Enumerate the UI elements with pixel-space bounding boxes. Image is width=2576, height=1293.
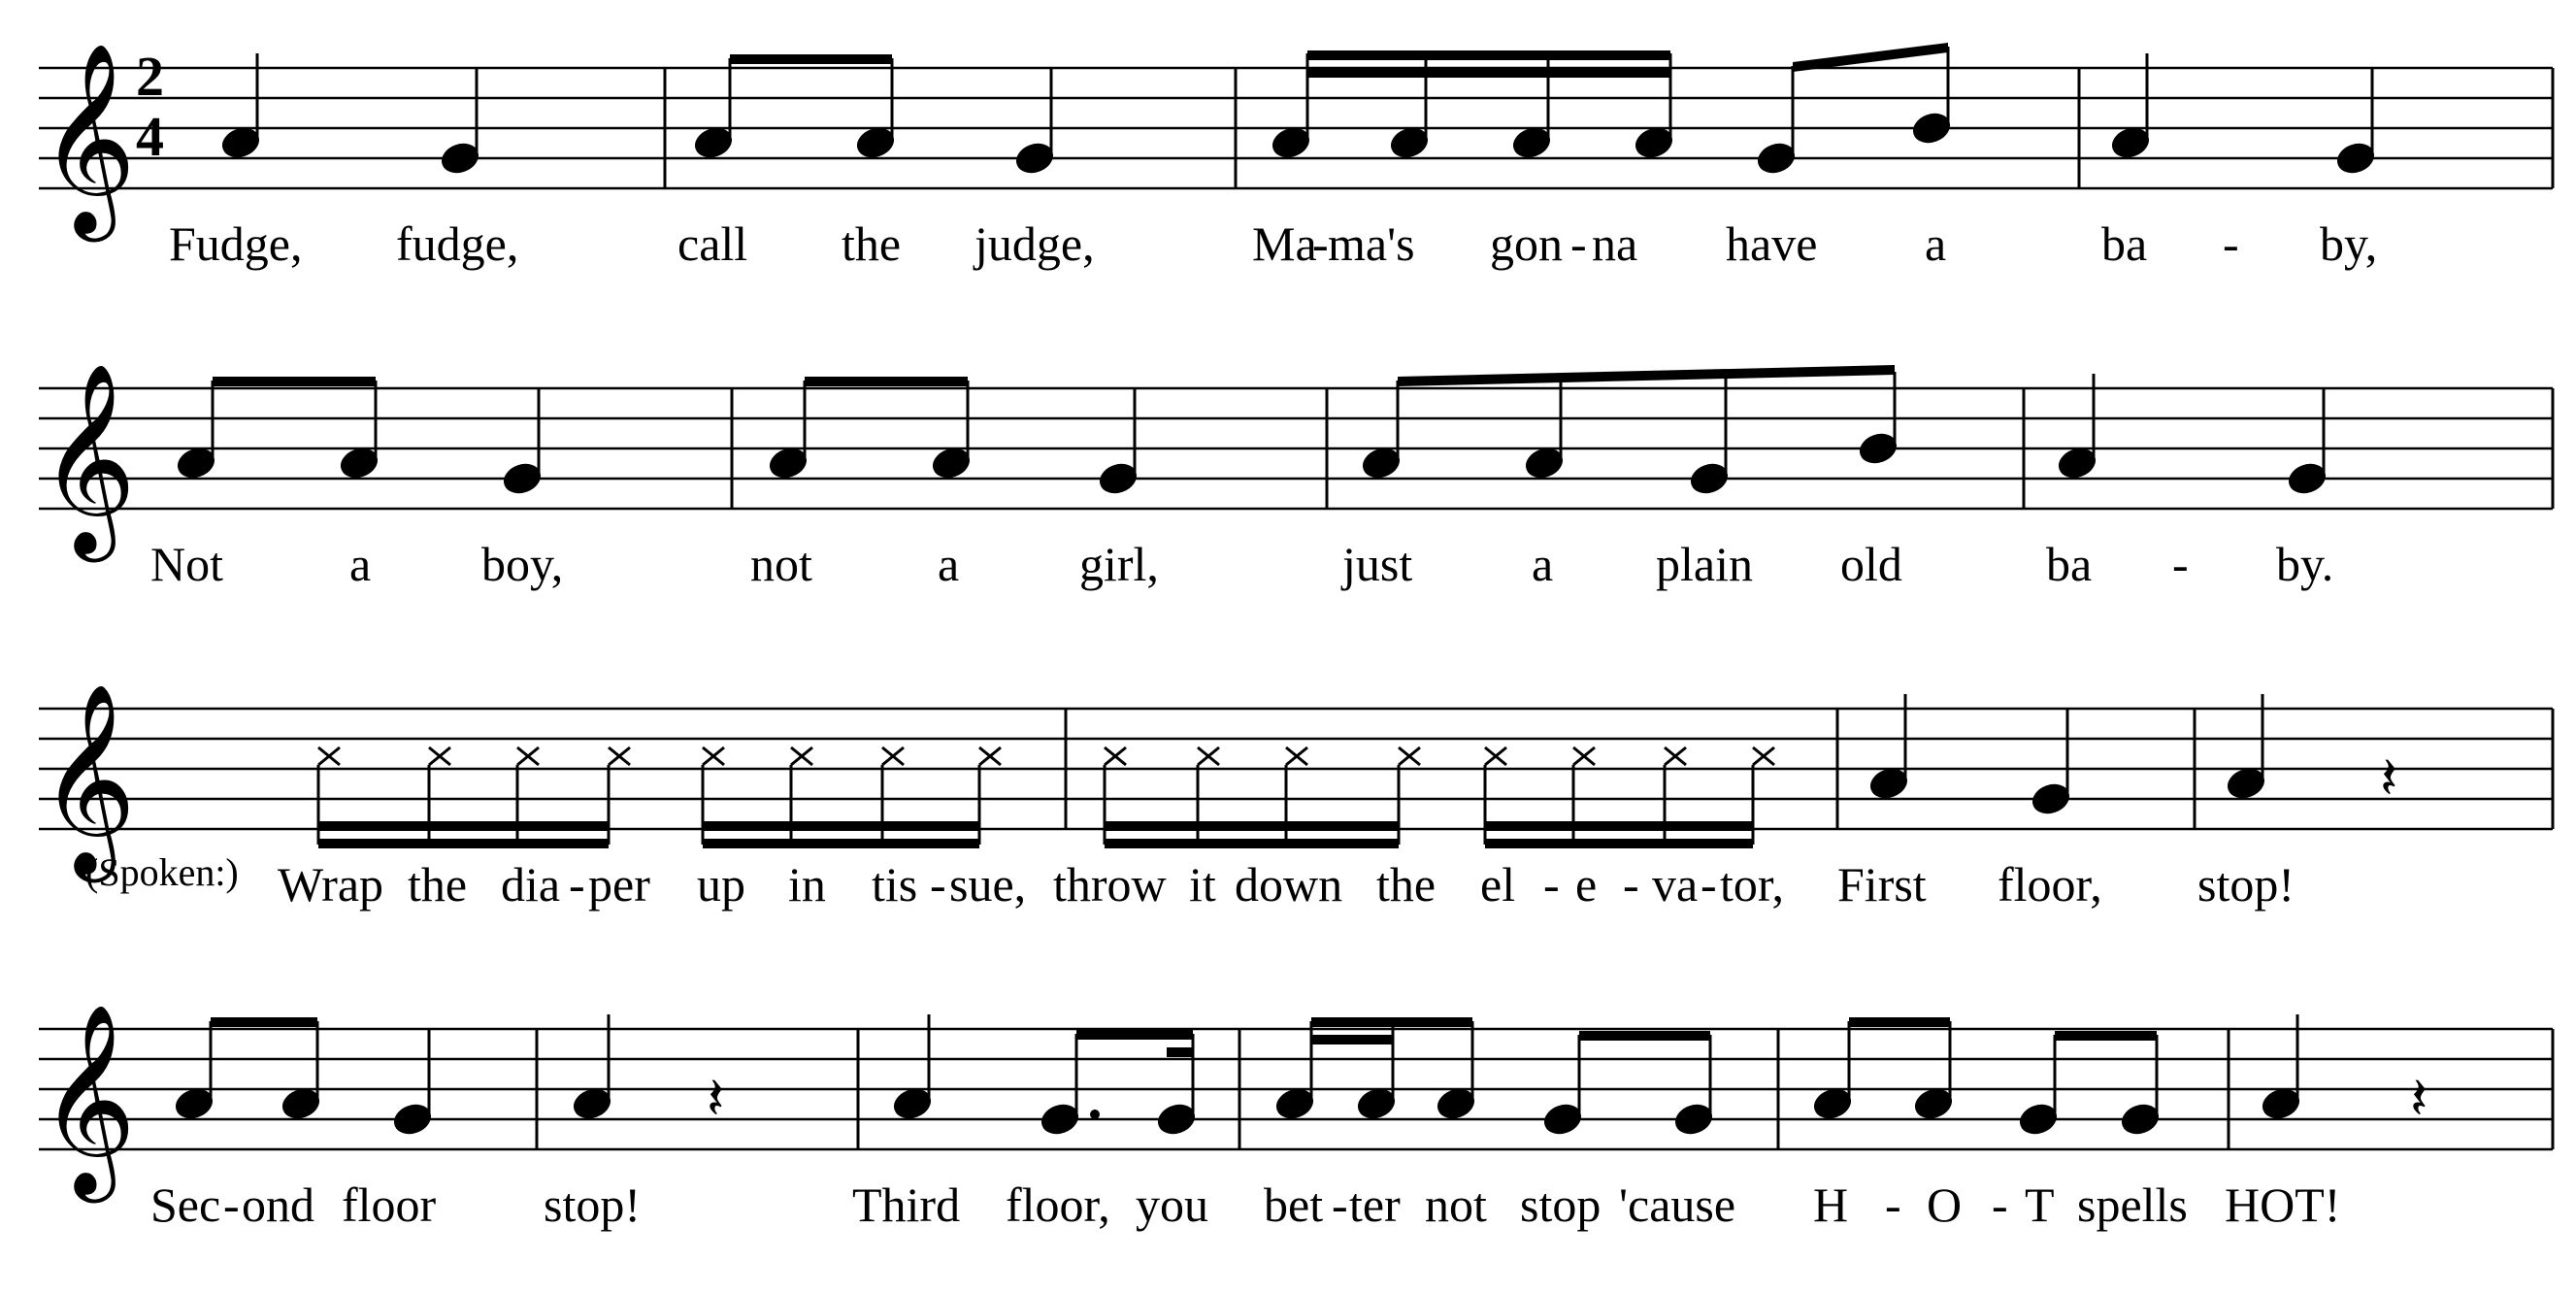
note <box>1524 446 1566 481</box>
lyric-syllable: na <box>1592 216 1638 271</box>
lyric-syllable: el <box>1480 857 1516 912</box>
note <box>931 446 973 481</box>
note <box>1911 111 1953 147</box>
lyric-hyphen: - <box>1570 216 1587 271</box>
lyric-hyphen: - <box>930 857 946 912</box>
lyric-syllable: T <box>2025 1177 2055 1232</box>
lyric-syllable: in <box>788 857 826 912</box>
lyric-syllable: boy, <box>481 537 564 591</box>
lyric-syllable: floor <box>342 1177 437 1232</box>
lyric-hyphen: - <box>1701 857 1717 912</box>
lyric-syllable: the <box>408 857 468 912</box>
lyric-hyphen: - <box>1543 857 1560 912</box>
notes <box>176 365 2328 496</box>
lyric-syllable: dia <box>501 857 561 912</box>
lyric-syllable: Ma <box>1252 216 1317 271</box>
quarter-rest-icon: 𝄽 <box>707 1065 725 1133</box>
lyric-syllable: va <box>1652 857 1699 912</box>
note <box>2335 141 2377 177</box>
note <box>176 446 217 481</box>
note <box>1634 125 1675 161</box>
lyric-syllable: not <box>750 537 812 591</box>
quarter-rest-icon: 𝄽 <box>2380 745 2398 812</box>
treble-clef-icon: 𝄞 <box>39 42 137 234</box>
note <box>2031 781 2072 817</box>
lyric-syllable: bet <box>1264 1177 1324 1232</box>
system-2 <box>39 362 2553 591</box>
lyric-syllable: not <box>1425 1177 1487 1232</box>
lyric-syllable: judge, <box>974 216 1095 271</box>
note <box>1271 125 1312 161</box>
lyric-syllable: it <box>1189 857 1216 912</box>
time-signature-bottom: 4 <box>136 105 164 168</box>
note <box>1436 1086 1477 1122</box>
lyric-syllable: up <box>697 857 745 912</box>
lyric-syllable: have <box>1726 216 1818 271</box>
note <box>440 141 481 177</box>
lyric-syllable: fudge, <box>396 216 519 271</box>
lyric-syllable: Sec <box>150 1177 221 1232</box>
note <box>1014 141 1056 177</box>
note <box>1098 461 1139 497</box>
note <box>1689 461 1731 497</box>
lyric-syllable: the <box>1376 857 1437 912</box>
treble-clef-icon: 𝄞 <box>39 682 137 875</box>
lyric-syllable: HOT! <box>2225 1177 2341 1232</box>
lyrics-line-1 <box>169 216 2377 271</box>
note <box>1812 1086 1854 1122</box>
note <box>2018 1102 2060 1138</box>
lyrics-line-3 <box>278 857 2295 912</box>
lyric-syllable: tor, <box>1720 857 1785 912</box>
note <box>2057 446 2098 481</box>
lyric-syllable: a <box>1532 537 1554 591</box>
note <box>220 125 262 161</box>
lyric-syllable: plain <box>1656 537 1753 591</box>
lyric-syllable: e <box>1575 857 1598 912</box>
lyric-syllable: floor, <box>1006 1177 1110 1232</box>
system-3 <box>39 682 2553 912</box>
note <box>2110 125 2152 161</box>
lyric-syllable: stop! <box>544 1177 641 1232</box>
lyric-hyphen: - <box>2223 216 2239 271</box>
lyric-syllable: just <box>1342 537 1413 591</box>
note <box>1389 125 1431 161</box>
note <box>281 1086 322 1122</box>
note <box>855 125 897 161</box>
lyric-syllable: throw <box>1053 857 1167 912</box>
lyric-syllable: stop <box>1520 1177 1602 1232</box>
lyric-syllable: a <box>1925 216 1947 271</box>
lyric-hyphen: - <box>569 857 585 912</box>
lyrics-line-2 <box>150 537 2333 591</box>
lyric-hyphen: - <box>2172 537 2189 591</box>
note <box>1673 1102 1715 1138</box>
note <box>502 461 544 497</box>
note <box>174 1086 215 1122</box>
lyric-syllable: you <box>1136 1177 1208 1232</box>
note <box>1858 431 1899 467</box>
lyric-syllable: per <box>588 857 650 912</box>
note <box>1511 125 1553 161</box>
spoken-label: (Spoken:) <box>85 850 239 894</box>
staff-lines <box>39 388 2553 509</box>
system-1 <box>39 42 2553 271</box>
lyric-syllable: Not <box>150 537 223 591</box>
time-signature-top: 2 <box>136 45 164 108</box>
note <box>392 1102 434 1138</box>
note <box>1913 1086 1955 1122</box>
lyric-syllable: ond <box>242 1177 314 1232</box>
note <box>2120 1102 2162 1138</box>
lyric-syllable: old <box>1840 537 1902 591</box>
note <box>1756 141 1798 177</box>
lyric-syllable: a <box>349 537 372 591</box>
lyric-syllable: ter <box>1349 1177 1401 1232</box>
note <box>1361 446 1403 481</box>
note <box>2226 766 2267 802</box>
lyric-syllable: by. <box>2276 537 2334 591</box>
lyrics-line-4 <box>150 1177 2340 1232</box>
lyric-syllable: down <box>1235 857 1343 912</box>
note <box>1868 766 1910 802</box>
note <box>1274 1086 1316 1122</box>
note <box>693 125 735 161</box>
lyric-syllable: by, <box>2320 216 2378 271</box>
lyric-syllable: gon <box>1490 216 1563 271</box>
lyric-hyphen: - <box>223 1177 240 1232</box>
quarter-rest-icon: 𝄽 <box>2410 1065 2428 1133</box>
lyric-syllable: Fudge, <box>169 216 303 271</box>
lyric-syllable: Third <box>852 1177 961 1232</box>
lyric-syllable: the <box>842 216 902 271</box>
staff-lines <box>39 709 2553 829</box>
lyric-hyphen: - <box>1332 1177 1348 1232</box>
note <box>1040 1102 1081 1138</box>
note <box>1542 1102 1584 1138</box>
note <box>1356 1086 1398 1122</box>
lyric-syllable: girl, <box>1079 537 1159 591</box>
note <box>1156 1102 1198 1138</box>
note <box>768 446 809 481</box>
lyric-syllable: ba <box>2101 216 2148 271</box>
lyric-hyphen: - <box>1885 1177 1901 1232</box>
notes <box>220 43 2377 176</box>
lyric-syllable: stop! <box>2197 857 2295 912</box>
note <box>2287 461 2328 497</box>
lyric-syllable: tis <box>872 857 918 912</box>
note <box>572 1086 613 1122</box>
note <box>892 1086 934 1122</box>
lyric-syllable: call <box>677 216 748 271</box>
lyric-syllable: a <box>938 537 960 591</box>
lyric-hyphen: - <box>1623 857 1639 912</box>
dot <box>1090 1110 1100 1119</box>
treble-clef-icon: 𝄞 <box>39 1003 137 1195</box>
note <box>2261 1086 2302 1122</box>
lyric-syllable: Wrap <box>278 857 384 912</box>
lyric-syllable: ba <box>2046 537 2093 591</box>
note <box>339 446 380 481</box>
lyric-syllable: sue, <box>949 857 1027 912</box>
lyric-hyphen: - <box>1992 1177 2008 1232</box>
lyric-syllable: floor, <box>1998 857 2102 912</box>
lyric-syllable: spells <box>2077 1177 2188 1232</box>
treble-clef-icon: 𝄞 <box>39 362 137 554</box>
lyric-syllable: H <box>1813 1177 1849 1232</box>
lyric-syllable: First <box>1837 857 1927 912</box>
lyric-syllable: ma's <box>1328 216 1415 271</box>
lyric-syllable: O <box>1927 1177 1963 1232</box>
system-4 <box>39 1003 2553 1232</box>
lyric-syllable: 'cause <box>1619 1177 1736 1232</box>
lyric-hyphen: - <box>1312 216 1329 271</box>
